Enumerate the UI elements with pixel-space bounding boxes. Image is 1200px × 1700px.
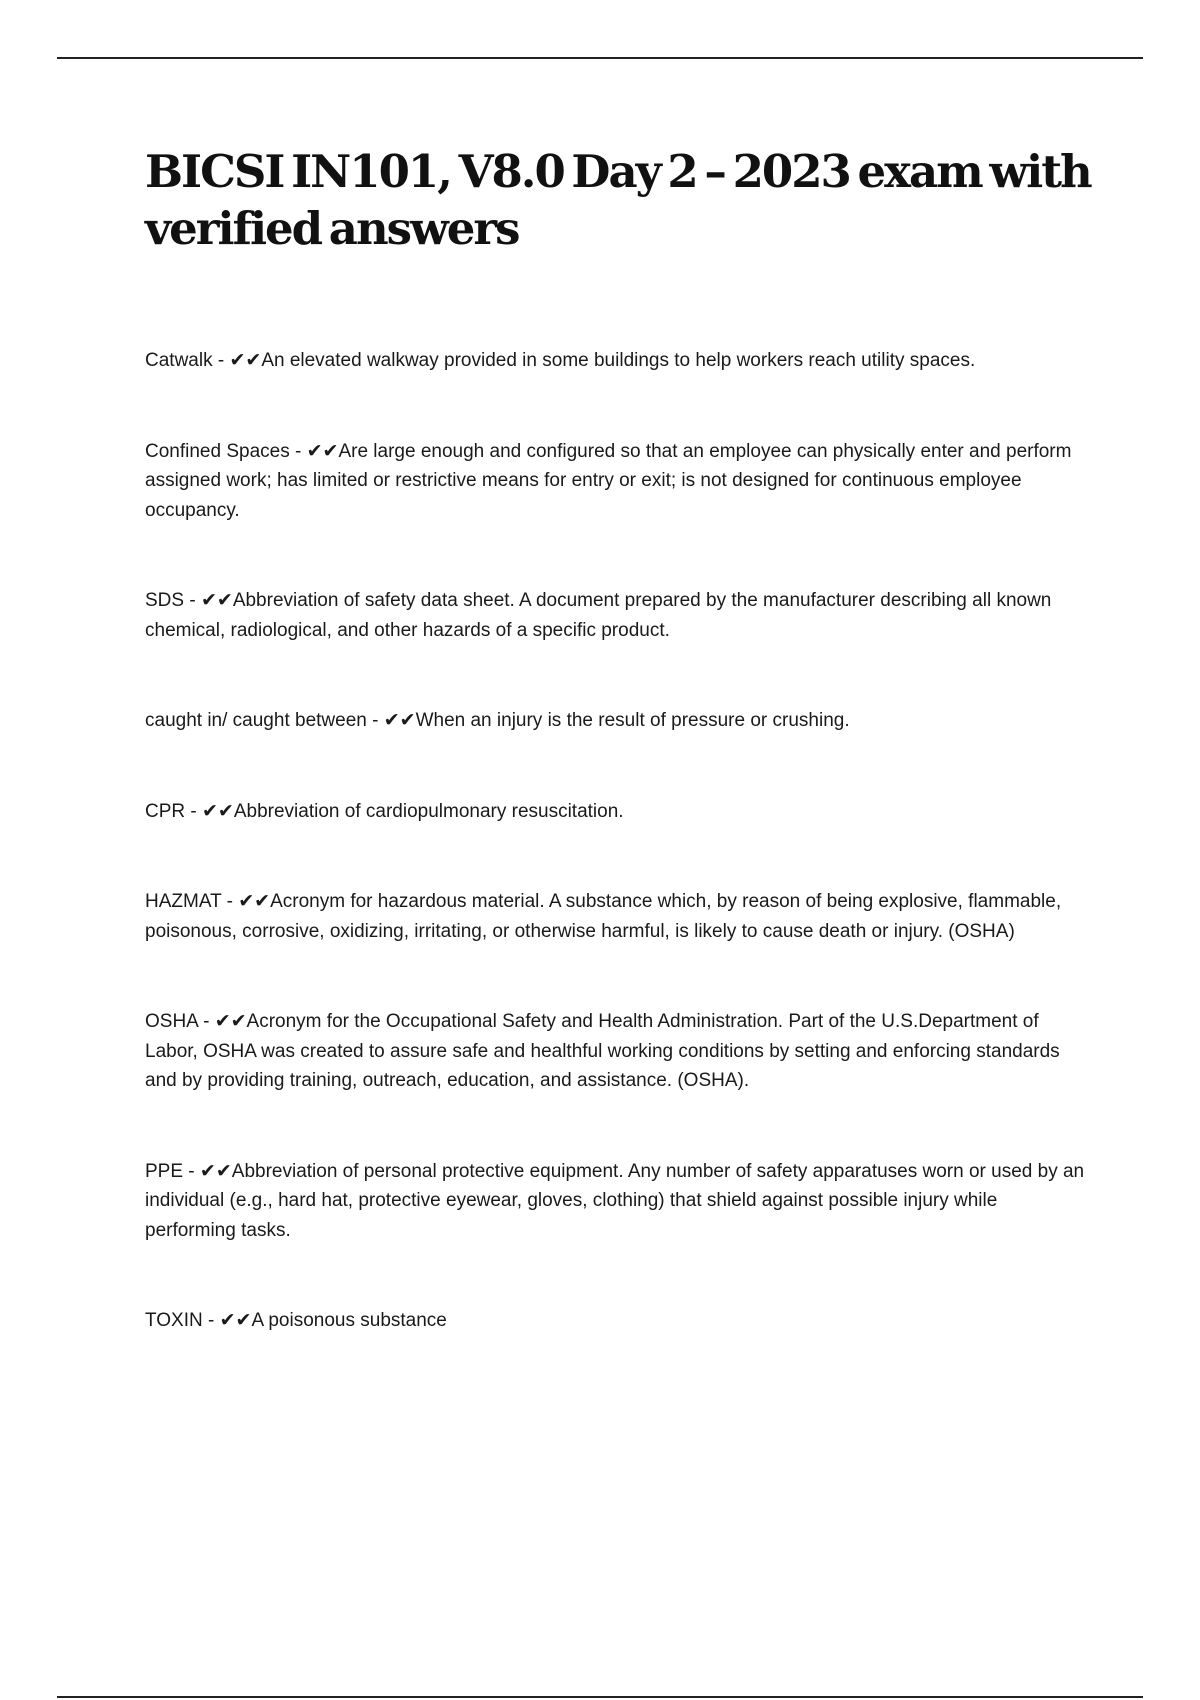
entry-term: OSHA [145,1011,198,1032]
entry-definition: Acronym for the Occupational Safety and Health Administration. Part of the U.S.Department of Labor, OSHA was created to assure safe and healthful working conditions by setting and enforcing standards and by providing training, outreach, education, and assistance. (OSHA). [145,1011,1060,1091]
checkmark-separator: - ✔✔ [197,1011,247,1032]
entry-definition: Abbreviation of safety data sheet. A document prepared by the manufacturer describing all known chemical, radiological, and other hazards of a specific product. [145,590,1052,641]
checkmark-separator: - ✔✔ [184,590,233,611]
entry-list [145,346,1090,1397]
list-item [145,706,1090,736]
list-item [145,346,1090,376]
entry-definition: Acronym for hazardous material. A substance which, by reason of being explosive, flammable, poisonous, corrosive, oxidizing, irritating, or otherwise harmful, is likely to cause death or injury. (OSHA) [145,891,1062,942]
checkmark-separator: - ✔✔ [185,800,234,822]
checkmark-separator: - ✔✔ [289,440,339,462]
checkmark-separator: - ✔✔ [202,1310,252,1331]
list-item [145,586,1090,645]
entry-term: caught in/ caught between [145,710,367,731]
entry-term: Catwalk [145,350,213,371]
list-item [145,1306,1090,1336]
entry-term: TOXIN [145,1310,203,1331]
entry-term: Confined Spaces [145,440,290,462]
entry-term: CPR [145,800,186,822]
checkmark-separator: - ✔✔ [366,710,416,731]
entry-term: PPE [145,1160,184,1182]
list-item [145,437,1090,526]
checkmark-separator: - ✔✔ [183,1160,232,1182]
entry-term: HAZMAT [145,891,222,912]
list-item [145,797,1090,827]
list-item [145,887,1090,946]
list-item [145,1007,1090,1096]
entry-definition: An elevated walkway provided in some buildings to help workers reach utility spaces. [261,350,976,371]
list-item [145,1157,1090,1246]
entry-definition: A poisonous substance [251,1310,447,1331]
top-rule [57,57,1143,59]
bottom-rule [57,1696,1143,1698]
checkmark-separator: - ✔✔ [221,891,271,912]
entry-term: SDS [145,590,185,611]
checkmark-separator: - ✔✔ [212,350,262,371]
entry-definition: Abbreviation of personal protective equipment. Any number of safety apparatuses worn or used by an individual (e.g., hard hat, protective eyewear, gloves, clothing) that shield against possible injury while performing tasks. [145,1160,1085,1241]
entry-definition: Abbreviation of cardiopulmonary resuscitation. [233,800,624,822]
page-title: BICSI IN101, V8.0 Day 2 – 2023 exam with verified answers [145,145,1091,255]
entry-definition: Are large enough and configured so that an employee can physically enter and perform assigned work; has limited or restrictive means for entry or exit; is not designed for continuous employee occupancy. [145,440,1072,521]
entry-definition: When an injury is the result of pressure or crushing. [415,710,850,731]
